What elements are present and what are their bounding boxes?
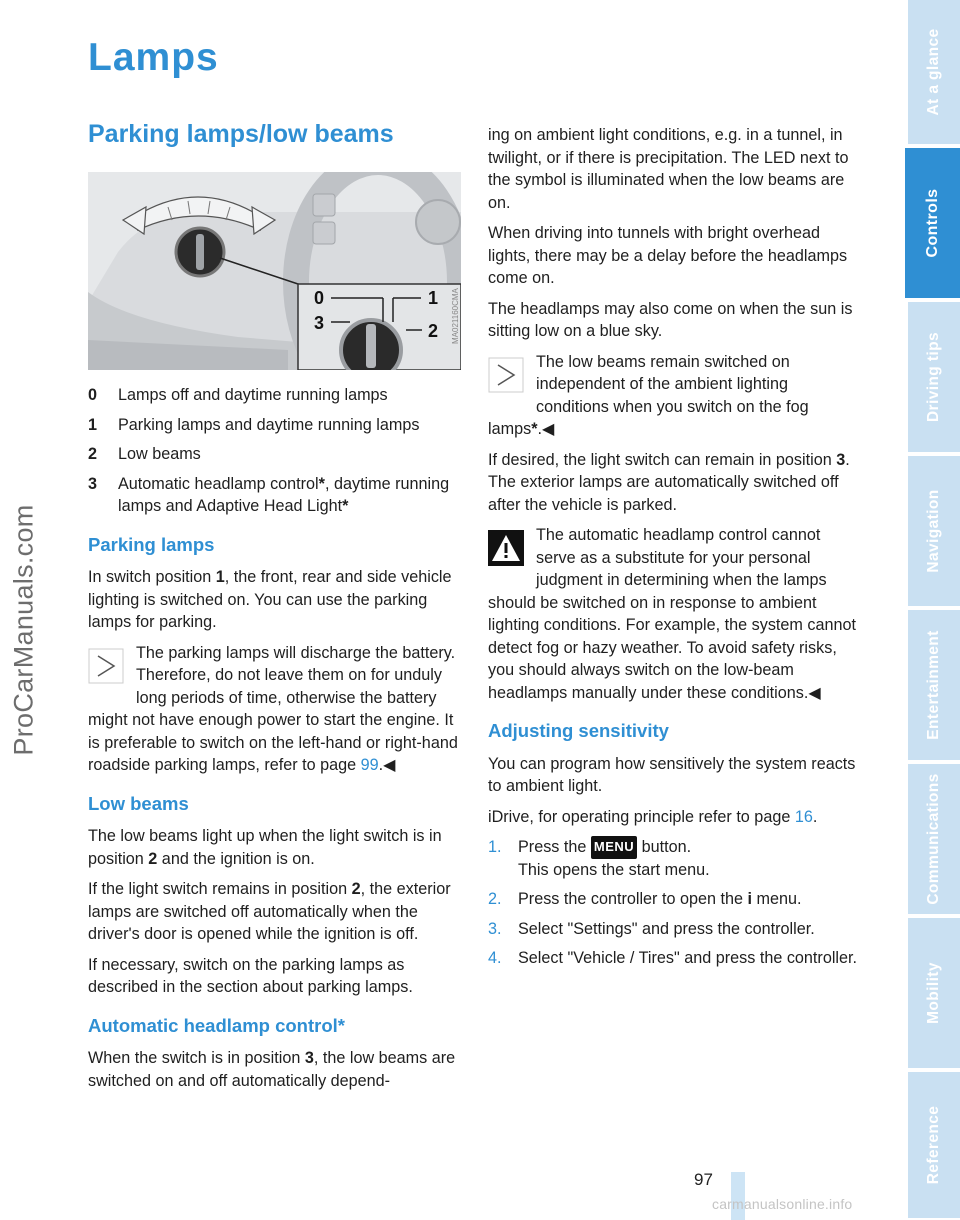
auto-headlamp-text-1: When the switch is in position 3, the low beams are switched on and off automatically depend- xyxy=(88,1049,456,1090)
right-column xyxy=(488,124,860,978)
figure-label-2: 2 xyxy=(428,321,439,341)
figure-label-1: 1 xyxy=(428,288,439,308)
figure-code: MA021160CMA xyxy=(451,288,460,344)
tab-controls[interactable]: Controls xyxy=(905,148,960,300)
info-icon: i xyxy=(747,890,752,908)
legend-item: 3 Automatic headlamp control*, daytime running lamps and Adaptive Head Light* xyxy=(88,474,450,515)
auto-headlamp-text-3: The headlamps may also come on when the sun is sitting low on a blue sky. xyxy=(488,299,853,340)
tab-navigation[interactable]: Navigation xyxy=(908,456,960,608)
figure-label-3: 3 xyxy=(314,313,325,333)
page-link-16[interactable]: 16 xyxy=(794,807,813,826)
sensitivity-text-1: You can program how sensitively the system reacts to ambient light. xyxy=(488,754,856,795)
side-watermark: ProCarManuals.com xyxy=(8,504,39,756)
left-column xyxy=(88,384,462,1100)
step-item: 1. Press the MENU button. This opens the start menu. xyxy=(488,838,710,879)
tab-communications[interactable]: Communications xyxy=(908,764,960,916)
step-item: 2. Press the controller to open the i menu. xyxy=(488,890,802,908)
footer-watermark: carmanualsonline.info xyxy=(712,1196,853,1212)
warning-note: The automatic headlamp control cannot serve as a substitute for your personal judgment in determining when the lamps should be switched on in response to ambient lighting conditions. For example, the system cannot detect fog or hazy weather. To avoid safety risks, you should always switch on the low-beam headlamps manually under these conditions.◀ xyxy=(488,526,857,702)
auto-headlamp-text-2: When driving into tunnels with bright overhead lights, there may be a delay before the headlamps come on. xyxy=(488,224,848,287)
auto-headlamp-text-4: If desired, the light switch can remain in position 3. The exterior lamps are automatically switched off after the vehicle is parked. xyxy=(488,450,850,514)
page-title: Lamps xyxy=(88,36,219,79)
tab-mobility[interactable]: Mobility xyxy=(908,918,960,1070)
steps-list xyxy=(488,836,860,970)
low-beams-text-3: If necessary, switch on the parking lamps as described in the section about parking lamps. xyxy=(88,955,413,996)
chapter-tabs xyxy=(908,0,960,1220)
tab-driving-tips[interactable]: Driving tips xyxy=(908,302,960,454)
parking-lamps-heading: Parking lamps xyxy=(88,533,215,555)
sensitivity-text-2: iDrive, for operating principle refer to page 16. xyxy=(488,807,818,826)
fog-lamps-note: The low beams remain switched on independent of the ambient lighting conditions when you switch on the fog lamps*.◀ xyxy=(488,352,809,438)
low-beams-text-1: The low beams light up when the light switch is in position 2 and the ignition is on. xyxy=(88,827,442,868)
note-arrow-icon xyxy=(88,648,124,684)
page-link-99[interactable]: 99 xyxy=(360,756,379,774)
section-title: Parking lamps/low beams xyxy=(88,120,394,148)
step-item: 4. Select "Vehicle / Tires" and press the controller. xyxy=(488,949,858,967)
tab-entertainment[interactable]: Entertainment xyxy=(908,610,960,762)
legend-item: 1 Parking lamps and daytime running lamps xyxy=(88,415,420,434)
legend-item: 2 Low beams xyxy=(88,445,201,463)
sensitivity-heading: Adjusting sensitivity xyxy=(488,720,669,741)
figure-label-0: 0 xyxy=(314,288,325,308)
auto-headlamp-text-cont: ing on ambient light conditions, e.g. in a tunnel, in twilight, or if there is precipitation. The LED next to the symbol is illuminated when the low beams are on. xyxy=(488,126,849,212)
light-switch-illustration xyxy=(88,172,461,370)
note-arrow-icon xyxy=(488,357,524,393)
tab-reference[interactable]: Reference xyxy=(908,1072,960,1220)
light-switch-figure xyxy=(88,172,461,370)
menu-button-icon: MENU xyxy=(591,836,637,859)
legend-list xyxy=(88,384,462,518)
warning-icon xyxy=(488,530,524,566)
low-beams-heading: Low beams xyxy=(88,792,189,814)
legend-item: 0 Lamps off and daytime running lamps xyxy=(88,386,388,404)
auto-headlamp-heading: Automatic headlamp control* xyxy=(88,1014,345,1036)
page-number: 97 xyxy=(694,1170,713,1189)
tab-at-a-glance[interactable]: At a glance xyxy=(908,0,960,146)
low-beams-text-2: If the light switch remains in position 2, the exterior lamps are switched off automatically when the driver's door is opened while the ignition is off. xyxy=(88,880,451,943)
parking-note: The parking lamps will discharge the battery. Therefore, do not leave them on for unduly long periods of time, otherwise the battery might not have enough power to start the engine. It is preferable to switch on the left-hand or right-hand roadside parking lamps, refer to page 99.◀ xyxy=(88,643,458,774)
step-item: 3. Select "Settings" and press the controller. xyxy=(488,919,815,938)
parking-lamps-text: In switch position 1, the front, rear and side vehicle lighting is switched on. You can use the parking lamps for parking. xyxy=(88,568,452,631)
